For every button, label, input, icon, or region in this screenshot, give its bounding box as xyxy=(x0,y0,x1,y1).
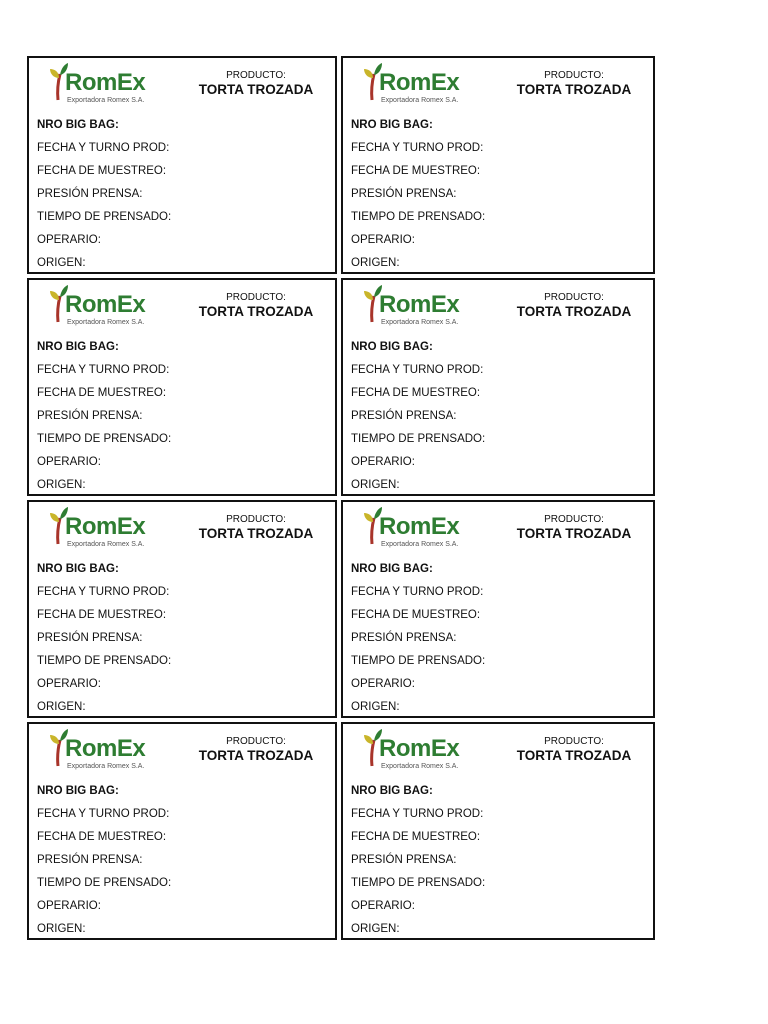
product-label-card xyxy=(341,56,655,274)
field-line: PRESIÓN PRENSA: xyxy=(37,410,143,422)
romex-logo xyxy=(363,506,463,550)
product-value: TORTA TROZADA xyxy=(516,304,632,319)
field-line: FECHA Y TURNO PROD: xyxy=(37,142,170,154)
field-line: NRO BIG BAG: xyxy=(37,341,119,353)
field-list xyxy=(37,336,329,496)
brand-name: RomEx xyxy=(379,735,460,762)
product-value: TORTA TROZADA xyxy=(516,748,632,763)
field-line: PRESIÓN PRENSA: xyxy=(37,632,143,644)
field-line: PRESIÓN PRENSA: xyxy=(351,188,457,200)
field-list xyxy=(37,114,329,274)
romex-logo xyxy=(363,728,463,772)
field-line: TIEMPO DE PRENSADO: xyxy=(351,655,486,667)
field-line: FECHA Y TURNO PROD: xyxy=(351,142,484,154)
product-value: TORTA TROZADA xyxy=(516,82,632,97)
product-label: PRODUCTO: xyxy=(544,70,604,81)
brand-subtitle: Exportadora Romex S.A. xyxy=(381,319,459,326)
field-line: ORIGEN: xyxy=(351,923,400,935)
field-line: NRO BIG BAG: xyxy=(351,341,433,353)
brand-name: RomEx xyxy=(65,69,146,96)
product-header xyxy=(509,70,639,98)
romex-logo xyxy=(49,506,149,550)
field-line: FECHA Y TURNO PROD: xyxy=(37,586,170,598)
romex-logo xyxy=(363,284,463,328)
brand-subtitle: Exportadora Romex S.A. xyxy=(67,319,145,326)
field-line: FECHA Y TURNO PROD: xyxy=(37,364,170,376)
field-line: PRESIÓN PRENSA: xyxy=(37,188,143,200)
field-line: FECHA DE MUESTREO: xyxy=(351,165,481,177)
brand-name: RomEx xyxy=(379,291,460,318)
field-list xyxy=(351,558,647,718)
field-line: FECHA DE MUESTREO: xyxy=(351,609,481,621)
product-value: TORTA TROZADA xyxy=(198,748,314,763)
field-line: PRESIÓN PRENSA: xyxy=(351,854,457,866)
product-label: PRODUCTO: xyxy=(226,514,286,525)
romex-logo xyxy=(49,728,149,772)
field-list xyxy=(37,558,329,718)
field-line: TIEMPO DE PRENSADO: xyxy=(37,433,172,445)
field-list xyxy=(351,114,647,274)
field-line: OPERARIO: xyxy=(37,234,101,246)
product-label: PRODUCTO: xyxy=(226,292,286,303)
field-line: NRO BIG BAG: xyxy=(37,563,119,575)
product-value: TORTA TROZADA xyxy=(198,82,314,97)
romex-logo xyxy=(49,284,149,328)
field-line: OPERARIO: xyxy=(351,678,415,690)
field-line: OPERARIO: xyxy=(37,456,101,468)
brand-name: RomEx xyxy=(65,735,146,762)
field-line: NRO BIG BAG: xyxy=(37,785,119,797)
product-value: TORTA TROZADA xyxy=(198,526,314,541)
field-list xyxy=(351,336,647,496)
field-line: TIEMPO DE PRENSADO: xyxy=(37,877,172,889)
field-line: FECHA DE MUESTREO: xyxy=(37,609,167,621)
product-label-card xyxy=(27,278,337,496)
brand-name: RomEx xyxy=(65,291,146,318)
brand-name: RomEx xyxy=(379,69,460,96)
field-line: TIEMPO DE PRENSADO: xyxy=(351,211,486,223)
product-header xyxy=(509,292,639,320)
field-line: OPERARIO: xyxy=(351,456,415,468)
field-line: FECHA DE MUESTREO: xyxy=(37,387,167,399)
field-line: ORIGEN: xyxy=(37,257,86,269)
field-line: PRESIÓN PRENSA: xyxy=(37,854,143,866)
product-label: PRODUCTO: xyxy=(544,292,604,303)
field-line: FECHA DE MUESTREO: xyxy=(37,831,167,843)
product-label: PRODUCTO: xyxy=(544,514,604,525)
brand-name: RomEx xyxy=(379,513,460,540)
field-line: FECHA DE MUESTREO: xyxy=(351,387,481,399)
product-label-card xyxy=(27,722,337,940)
romex-logo xyxy=(49,62,149,106)
field-list xyxy=(37,780,329,940)
field-line: PRESIÓN PRENSA: xyxy=(351,632,457,644)
product-label-card xyxy=(341,278,655,496)
field-line: TIEMPO DE PRENSADO: xyxy=(37,655,172,667)
field-line: OPERARIO: xyxy=(37,678,101,690)
field-line: FECHA Y TURNO PROD: xyxy=(351,586,484,598)
field-line: NRO BIG BAG: xyxy=(351,119,433,131)
product-label-card xyxy=(341,500,655,718)
field-line: TIEMPO DE PRENSADO: xyxy=(351,433,486,445)
product-label-card xyxy=(27,56,337,274)
product-label: PRODUCTO: xyxy=(226,736,286,747)
brand-name: RomEx xyxy=(65,513,146,540)
romex-logo xyxy=(363,62,463,106)
field-line: TIEMPO DE PRENSADO: xyxy=(37,211,172,223)
field-line: FECHA Y TURNO PROD: xyxy=(351,364,484,376)
field-line: ORIGEN: xyxy=(351,257,400,269)
field-line: FECHA Y TURNO PROD: xyxy=(37,808,170,820)
field-line: FECHA DE MUESTREO: xyxy=(37,165,167,177)
product-label-card xyxy=(27,500,337,718)
product-header xyxy=(509,514,639,542)
field-list xyxy=(351,780,647,940)
field-line: NRO BIG BAG: xyxy=(351,785,433,797)
product-header xyxy=(191,292,321,320)
product-header xyxy=(191,736,321,764)
field-line: OPERARIO: xyxy=(37,900,101,912)
field-line: OPERARIO: xyxy=(351,900,415,912)
brand-subtitle: Exportadora Romex S.A. xyxy=(381,763,459,770)
product-label-card xyxy=(341,722,655,940)
field-line: ORIGEN: xyxy=(37,701,86,713)
field-line: OPERARIO: xyxy=(351,234,415,246)
product-header xyxy=(191,514,321,542)
brand-subtitle: Exportadora Romex S.A. xyxy=(381,97,459,104)
field-line: FECHA Y TURNO PROD: xyxy=(351,808,484,820)
label-sheet xyxy=(27,56,655,940)
brand-subtitle: Exportadora Romex S.A. xyxy=(67,541,145,548)
field-line: ORIGEN: xyxy=(37,923,86,935)
field-line: FECHA DE MUESTREO: xyxy=(351,831,481,843)
product-value: TORTA TROZADA xyxy=(516,526,632,541)
product-label: PRODUCTO: xyxy=(544,736,604,747)
product-header xyxy=(191,70,321,98)
field-line: PRESIÓN PRENSA: xyxy=(351,410,457,422)
brand-subtitle: Exportadora Romex S.A. xyxy=(381,541,459,548)
brand-subtitle: Exportadora Romex S.A. xyxy=(67,97,145,104)
field-line: ORIGEN: xyxy=(37,479,86,491)
product-value: TORTA TROZADA xyxy=(198,304,314,319)
brand-subtitle: Exportadora Romex S.A. xyxy=(67,763,145,770)
product-header xyxy=(509,736,639,764)
field-line: ORIGEN: xyxy=(351,479,400,491)
field-line: NRO BIG BAG: xyxy=(37,119,119,131)
field-line: NRO BIG BAG: xyxy=(351,563,433,575)
field-line: ORIGEN: xyxy=(351,701,400,713)
field-line: TIEMPO DE PRENSADO: xyxy=(351,877,486,889)
product-label: PRODUCTO: xyxy=(226,70,286,81)
